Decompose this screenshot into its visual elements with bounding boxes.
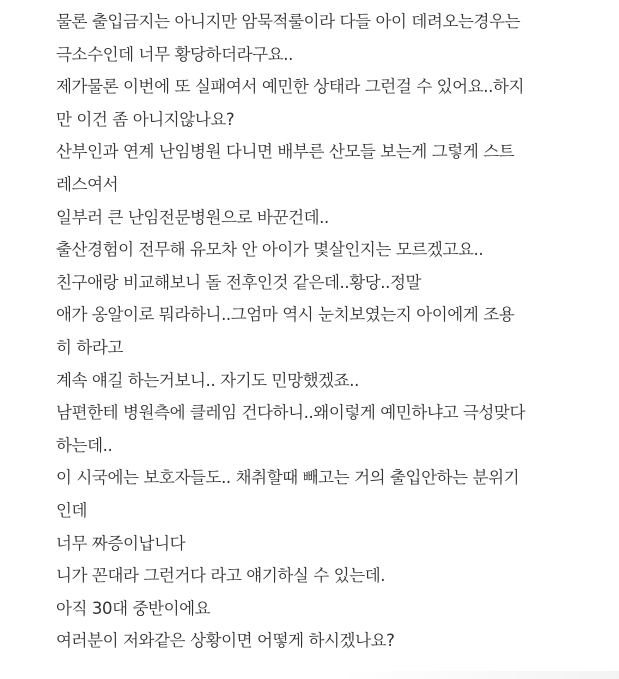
post-line-17: 너무 짜증이납니다 [56,533,186,553]
post-line-13: 남편한테 병원측에 클레임 건다하니..왜이렇게 예민하냐고 극성맞다 [56,403,526,423]
post-line-19: 아직 30대 중반이에요 [56,598,211,618]
post-line-1: 물론 출입금지는 아니지만 암묵적룰이라 다들 아이 데려오는경우는 [56,12,521,31]
post-line-8: 출산경험이 전무해 유모차 안 아이가 몇살인지는 모르겠고요.. [56,240,484,260]
post-line-4: 만 이건 좀 아니지않나요? [56,109,235,129]
post-line-9: 친구애랑 비교해보니 돌 전후인것 같은데..황당..정말 [56,272,422,292]
post-line-7: 일부러 큰 난임전문병원으로 바꾼건데.. [56,207,329,227]
post-line-10: 애가 옹알이로 뭐라하니..그엄마 역시 눈치보였는지 아이에게 조용 [56,305,515,325]
post-line-3: 제가물론 이번에 또 실패여서 예민한 상태라 그런걸 수 있어요..하지 [56,77,525,97]
post-line-18: 니가 꼰대라 그런거다 라고 얘기하실 수 있는데. [56,566,386,586]
post-line-20: 여러분이 저와같은 상황이면 어떻게 하시겠나요? [56,631,395,651]
post-line-14: 하는데.. [56,435,113,455]
post-line-16: 인데 [56,500,88,520]
post-line-12: 계속 얘길 하는거보니.. 자기도 민망했겠죠.. [56,370,359,390]
post-line-11: 히 하라고 [56,337,124,357]
post-line-5: 산부인과 연계 난임병원 다니면 배부른 산모들 보는게 그렇게 스트 [56,142,515,162]
post-line-2: 극소수인데 너무 황당하더라구요.. [56,44,293,64]
bottom-divider [339,671,619,679]
post-line-6: 레스여서 [56,174,119,194]
post-line-15: 이 시국에는 보호자들도.. 채취할때 빼고는 거의 출입안하는 분위기 [56,468,520,488]
